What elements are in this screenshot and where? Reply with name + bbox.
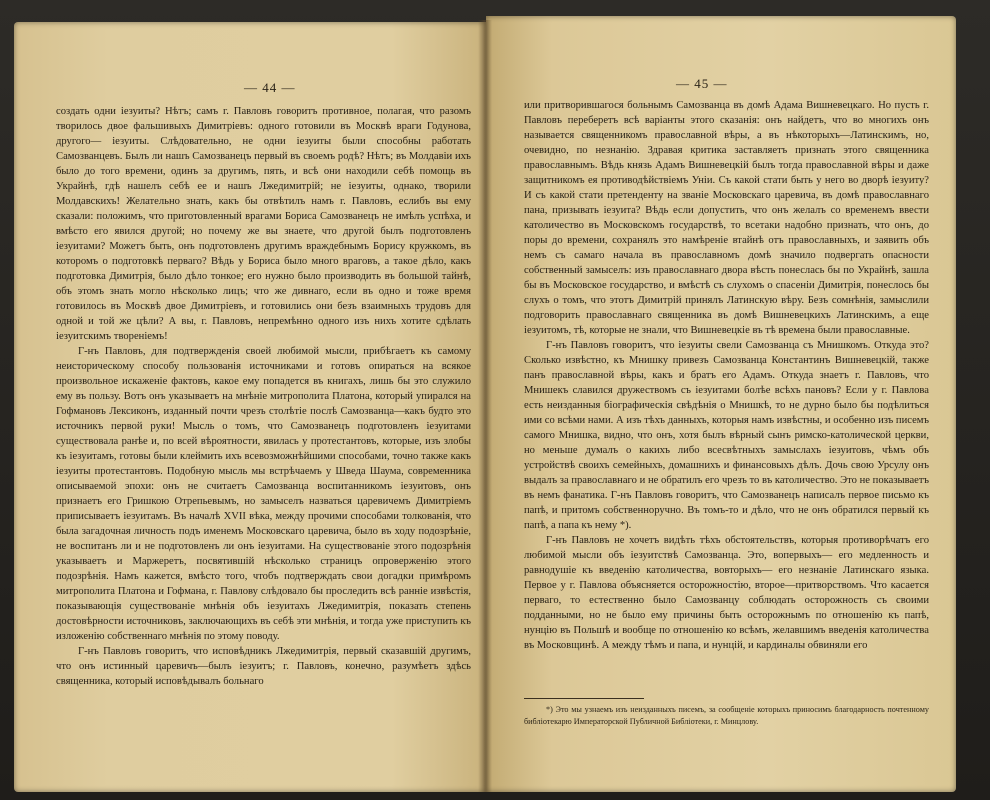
page-number-44: — 44 — bbox=[244, 80, 296, 95]
right-page bbox=[486, 16, 956, 792]
left-page bbox=[14, 22, 486, 792]
paragraph: Г-нъ Павловъ говоритъ, что іезуиты свели Самозванца съ Мнишкомъ. Откуда это? Сколько извѣстно, къ Мнишку привезъ Самозванца Константинъ Вишневецкій, также панъ православной вѣры, какъ и братъ его Адамъ. Откуда знаетъ г. Павловъ, что Мнишекъ славился дружествомъ съ іезуитами болѣе всѣхъ пановъ? Если у г. Павлова есть неизданныя біографическія свѣдѣнія о Мнишкѣ, то не дурно было бы подѣлиться ими со всѣми нами. А изъ тѣхъ данныхъ, которыя намъ извѣстны, и особенно изъ писемъ самого Мнишка, видно, что онъ, хотя былъ вѣрный сынъ римско-католической церкви, но меньше думалъ о какихъ либо всесвѣтныхъ замыслахъ іезуитовъ, чѣмъ объ устройствѣ своихъ семейныхъ, домашнихъ и финансовыхъ дѣлъ. Дочь свою Урсулу онъ выдалъ за православнаго и не обратилъ его чрезъ то въ католичество. Это не показываетъ въ немъ фанатика. Г-нъ Павловъ говоритъ, что Самозванецъ написалъ первое письмо къ папѣ, и притомъ собственноручно. Въ томъ-то и дѣло, что не онъ обратился первый къ папѣ, а папа къ нему *). bbox=[524, 340, 929, 531]
right-page-text bbox=[524, 98, 929, 653]
left-page-text bbox=[56, 104, 471, 689]
footnote: *) Это мы узнаемъ изъ неизданныхъ писемъ, за сообщеніе которыхъ приносимъ благодарность почтенному библіотекарю Императорской Публичной Библіотеки, г. Минцлову. bbox=[524, 705, 929, 726]
paragraph: создать одни іезуиты? Нѣтъ; самъ г. Павловъ говоритъ противное, полагая, что разомъ творилось двое фальшивыхъ Димитріевъ: одного готовили въ Москвѣ враги Годунова, другого— іезуиты. Слѣдовательно, не одни іезуиты были способны работать Самозванцевъ. Былъ ли нашъ Самозванецъ первый въ своемъ родѣ? Нѣтъ; въ Молдавіи ихъ было до того времени, одинъ за другимъ, пять, и всѣ они находили себѣ помощь въ Украйнѣ, гдѣ нашелъ себѣ ее и нашъ Лжедимитрій; не іезуиты, однако, творили Молдавскихъ! Желательно знать, какъ бы отвѣтилъ намъ г. Павловъ, еслибъ вы ему сказали: положимъ, что приготовленный врагами Бориса Самозванецъ не имѣлъ успѣха, и вмѣсто его явился другой; но почему же вы знаете, что другой былъ подготовленъ іезуитами? Можетъ быть, онъ подготовленъ другимъ враждебнымъ Борису кружкомъ, въ которомъ о подготовкѣ перваго? Вѣдь у Бориса было много враговъ, а такое дѣло, какъ подготовка Димитрія, было дѣло тонкое; его нужно было производить въ большой тайнѣ, объ этомъ знать могло нѣсколько лицъ; что же дивнаго, если въ одно и тоже время готовилось въ Москвѣ двое Димитріевъ, и готовились они безъ взаимныхъ трудовъ для одной и той же цѣли? А вы, г. Павловъ, непремѣнно одного изъ нихъ хотите сдѣлать іезуитскимъ твореніемъ! bbox=[56, 106, 471, 342]
paragraph: или притворившагося больнымъ Самозванца въ домѣ Адама Вишневецкаго. Но пусть г. Павловъ переберетъ всѣ варіанты этого сказанія: онъ найдетъ, что во многихъ онъ называется священникомъ православной вѣры, а въ нѣкоторыхъ—Латинскимъ, но, очевидно, по незнанію. Здравая критика заставляетъ признать этого священника православнымъ. Вѣдь князь Адамъ Вишневецкій былъ тогда православной вѣры и даже защитникомъ ея противодѣйствіемъ Уніи. Съ какой стати быть у него во дворѣ іезуиту? И съ какой стати претенденту на званіе Московскаго царевича, въ домѣ православнаго пана, призывать іезуита? Вѣдь если допустить, что онъ желалъ со временемъ ввести католичество въ Московскомъ государствѣ, то всетаки надобно признать, что онъ, до поры до времени, сохранялъ это намѣреніе втайнѣ отъ православныхъ, и заявить объ немъ съ самаго начала въ православномъ домѣ значило подвергать опасности собственный замыселъ: изъ православнаго двора вѣсть понеслась бы по Украйнѣ, зашла бы въ Московское государство, и вмѣстѣ съ слухомъ о спасеніи Димитрія, понеслось бы слухъ о томъ, что этотъ Димитрій принялъ Латинскую вѣру. Безъ сомнѣнія, замыслили подговорить православнаго священника въ домѣ Вишневецкихъ Латинскимъ, а еще іезуитомъ, тѣ, которые не знали, что Вишневецкіе въ тѣ времена были православные. bbox=[524, 100, 929, 336]
paragraph: Г-нъ Павловъ говоритъ, что исповѣдникъ Лжедимитрія, первый сказавшій другимъ, что онъ истинный царевичъ—былъ іезуитъ; г. Павловъ, конечно, разумѣетъ здѣсь священника, который исповѣдывалъ больнаго bbox=[56, 646, 471, 687]
footnote-rule bbox=[524, 698, 644, 699]
book-gutter bbox=[478, 20, 492, 792]
paragraph: Г-нъ Павловъ не хочетъ видѣть тѣхъ обстоятельствъ, которыя противорѣчатъ его любимой мысли объ іезуитствѣ Самозванца. Это, вопервыхъ— его медленность и равнодушіе къ введенію католичества, вовторыхъ— его незнаніе Латинскаго языка. Первое у г. Павлова объясняется осторожностію, второе—притворствомъ. Что касается перваго, то естественно было Самозванцу соблюдать осторожность съ своими подданными, но не было ему причины быть осторожнымъ по отношенію къ папѣ, нунцію въ Польшѣ и вообще по отношенію ко всѣмъ, желавшимъ введенія католичества въ Московщинѣ. А между тѣмъ и папа, и нунцій, и кардиналы обвиняли его bbox=[524, 535, 929, 651]
page-number-45: — 45 — bbox=[676, 76, 728, 91]
paragraph: Г-нъ Павловъ, для подтвержденія своей любимой мысли, прибѣгаетъ къ самому неисторическому способу пользованія источниками и готовъ опираться на всякое произвольное искаженіе фактовъ, какое ему попадется въ книгахъ, лишь бы это служило ему въ пользу. Вотъ онъ указываетъ на мнѣніе митрополита Платона, который упирался на Гофмановъ Лексиконъ, изданный почти чрезъ столѣтіе послѣ Самозванца—какъ будто это источникъ первой руки! Мысль о томъ, что Самозванецъ подготовленъ іезуитами существовала ранѣе и, по всей вѣроятности, явилась у протестантовъ, которые, изъ злобы къ іезуитамъ, готовы были клеймить ихъ всевозможнѣйшими способами, точно также какъ іезуиты протестантовъ. Подобную мысль мы встрѣчаемъ у Шведа Шаума, современника описываемой эпохи: онъ не считаетъ Самозванца воспитанникомъ іезуитовъ, онъ признаетъ его Гришкою Отрепьевымъ, но замыселъ назваться царевичемъ Димитріемъ приписываетъ іезуитамъ. Въ началѣ XVII вѣка, между прочими способами толкованія, что была загадочная личность подъ именемъ Московскаго царевича, было въ ходу подозрѣніе, не воспитанъ ли и не подготовленъ ли онъ іезуитами. На существованіе этого подозрѣнія указываетъ и Маржеретъ, посвятившій нѣсколько страницъ опроверженію этого подозрѣнія. Намъ кажется, вмѣсто того, чтобъ подтверждать свои догадки примѣромъ митрополита Платона и Гофмана, г. Павлову слѣдовало бы проследить всѣ ранніе извѣстія, показывающія существованіе мнѣнія объ іезуитахъ Лжедимитрія, показать степень достовѣрности источниковъ, заключающихъ въ себѣ эти мнѣнія, и тогда уже приступить къ изложенію собственнаго мнѣнія по этому поводу. bbox=[56, 346, 471, 642]
